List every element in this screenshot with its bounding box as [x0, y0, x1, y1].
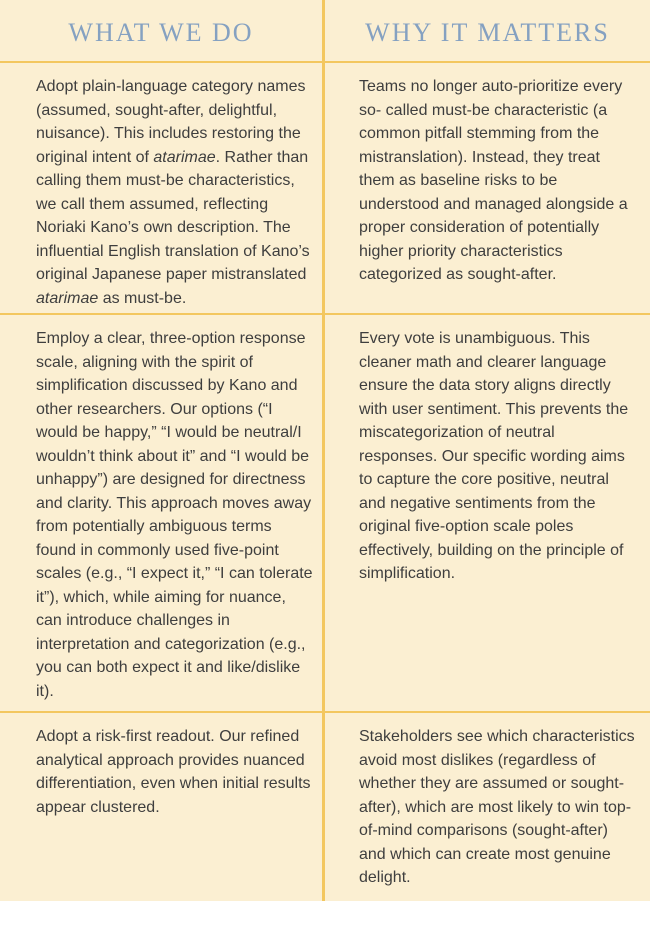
header-what-we-do: WHAT WE DO: [68, 17, 254, 47]
table-row: [0, 61, 650, 313]
table-header-row: [0, 0, 650, 61]
cell-why-row1: Teams no longer auto-prioritize every so- called must-be characteristic (a common pitfall stemming from the mistranslation). Instead, they treat them as baseline risks to be understood and managed alongside a proper consideration of potentially higher priority characteristics categorized as sought-after.: [359, 78, 628, 283]
cell-what-row2: Employ a clear, three-option response scale, aligning with the spirit of simplification discussed by Kano and other researchers. Our options (“I would be happy,” “I would be neutral/I wouldn’t think about it” and “I would be unhappy”) are designed for directness and clarity. This approach moves away from potentially ambiguous terms found in commonly used five-point scales (e.g., “I expect it,” “I can tolerate it”), which, while aiming for nuance, can introduce challenges in interpretation and categorization (e.g., you can both expect it and like/dislike it).: [36, 330, 313, 700]
cell-what-row3: Adopt a risk-first readout. Our refined analytical approach provides nuanced differentiation, even when initial results appear clustered.: [36, 728, 311, 816]
cell-why-row3: Stakeholders see which characteristics avoid most dislikes (regardless of whether they are assumed or sought-after), which are most likely to win top-of-mind comparisons (sought-after) and which can create most genuine delight.: [359, 728, 635, 886]
cell-why-row2: Every vote is unambiguous. This cleaner math and clearer language ensure the data story aligns directly with user sentiment. This prevents the miscategorization of neutral responses. Our specific wording aims to capture the core positive, neutral and negative sentiments from the original five-option scale poles effectively, building on the principle of simplification.: [359, 330, 629, 582]
header-why-it-matters: WHY IT MATTERS: [365, 17, 610, 47]
page-bottom-margin: [0, 901, 650, 925]
cell-what-row1: Adopt plain-language category names (assumed, sought-after, delightful, nuisance). This includes restoring the original intent of atarimae. Rather than calling them must-be characteristics, we call them assumed, reflecting Noriaki Kano’s own description. The influential English translation of Kano’s original Japanese paper mistranslated atarimae as must-be.: [36, 78, 310, 307]
table-row: [0, 711, 650, 901]
table-row: [0, 313, 650, 711]
